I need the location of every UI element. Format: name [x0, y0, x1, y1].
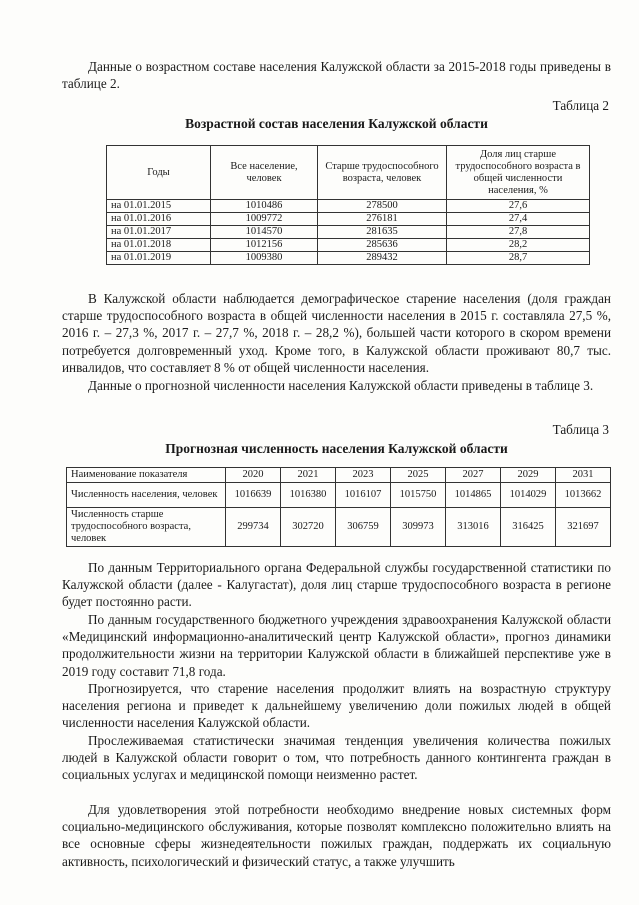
table-cell: 27,8: [447, 226, 590, 239]
table-cell: на 01.01.2019: [107, 252, 211, 265]
table-cell: 289432: [318, 252, 447, 265]
table-cell: 306759: [336, 508, 391, 547]
table-cell: 28,2: [447, 239, 590, 252]
table-cell: 1009380: [211, 252, 318, 265]
table-row: [107, 252, 590, 265]
forecast-intro-paragraph: Данные о прогнозной численности населения Калужской области приведены в таблице 3.: [88, 378, 594, 393]
column-header: Доля лиц старше трудоспособного возраста в общей численности населения, %: [447, 146, 590, 200]
table-cell: 278500: [318, 200, 447, 213]
table3-label: Таблица 3: [552, 422, 609, 437]
row-label: Численность населения, человек: [67, 483, 226, 508]
age-structure-table: [106, 145, 590, 265]
statistics-paragraph: По данным Территориального органа Федеральной службы государственной статистики по Калужской области (далее - Калугастат), доля лиц старше трудоспособного возраста в регионе будет постоянно расти.: [62, 560, 611, 610]
table-cell: 1014865: [446, 483, 501, 508]
column-header: 2021: [281, 468, 336, 483]
column-header: Все население, человек: [211, 146, 318, 200]
row-label: Численность старше трудоспособного возраста, человек: [67, 508, 226, 547]
table-cell: 1014029: [501, 483, 556, 508]
table-cell: 1015750: [391, 483, 446, 508]
column-header: Старше трудоспособного возраста, человек: [318, 146, 447, 200]
aging-paragraph: В Калужской области наблюдается демографическое старение населения (доля граждан старше трудоспособного возраста в общей численности населения в 2015 г. составляла 27,5 %, 2016 г. – 27,3 %, 2017 г. – 27,7 %, 2018 г. – 28,2 %), большей части которого в скором времени потребуется долговременный уход. Кроме того, в Калужской области проживают 80,7 тыс. инвалидов, что составляет 8 % от общей численности населения.: [62, 291, 611, 375]
table-cell: 1012156: [211, 239, 318, 252]
table-header-row: [107, 146, 590, 200]
table-row: [107, 200, 590, 213]
table-cell: 27,4: [447, 213, 590, 226]
table-cell: 1016639: [226, 483, 281, 508]
table-cell: 1016380: [281, 483, 336, 508]
column-header: 2020: [226, 468, 281, 483]
table-cell: 28,7: [447, 252, 590, 265]
intro-paragraph: Данные о возрастном составе населения Калужской области за 2015-2018 годы приведены в таблице 2.: [62, 59, 611, 92]
table-cell: 302720: [281, 508, 336, 547]
table-header-row: [67, 468, 611, 483]
forecast-paragraph: Прогнозируется, что старение населения продолжит влиять на возрастную структуру населения региона и приведет к дальнейшему увеличению доли пожилых людей в общей численности населения Калужской области.: [62, 681, 611, 731]
table-cell: 1010486: [211, 200, 318, 213]
table-cell: 309973: [391, 508, 446, 547]
column-header: 2031: [556, 468, 611, 483]
table-cell: 281635: [318, 226, 447, 239]
table2-title: Возрастной состав населения Калужской области: [185, 116, 488, 131]
miac-paragraph: По данным государственного бюджетного учреждения здравоохранения Калужской области «Медицинский информационно-аналитический центр Калужской области», прогноз динамики продолжительности жизни на территории Калужской области в ближайшей перспективе уже в 2019 году составит 71,8 года.: [62, 612, 611, 679]
column-header: 2025: [391, 468, 446, 483]
table2-label: Таблица 2: [552, 98, 609, 113]
column-header: 2027: [446, 468, 501, 483]
table-row: [67, 508, 611, 547]
trend-paragraph: Прослеживаемая статистически значимая тенденция увеличения количества пожилых людей в Калужской области говорит о том, что потребность данного контингента граждан в социальных услугах и медицинской помощи неизменно растет.: [62, 733, 611, 783]
table-cell: 1009772: [211, 213, 318, 226]
table-cell: на 01.01.2015: [107, 200, 211, 213]
table3-title: Прогнозная численность населения Калужской области: [165, 441, 508, 456]
forecast-table: [66, 467, 611, 547]
column-header: Годы: [107, 146, 211, 200]
table-cell: на 01.01.2016: [107, 213, 211, 226]
table-cell: 313016: [446, 508, 501, 547]
table-row: [67, 483, 611, 508]
table-cell: 285636: [318, 239, 447, 252]
column-header: 2029: [501, 468, 556, 483]
table-row: [107, 226, 590, 239]
table-cell: 1016107: [336, 483, 391, 508]
table-cell: 299734: [226, 508, 281, 547]
table-cell: 316425: [501, 508, 556, 547]
table-row: [107, 213, 590, 226]
table-cell: 1014570: [211, 226, 318, 239]
table-cell: 1013662: [556, 483, 611, 508]
table-cell: на 01.01.2018: [107, 239, 211, 252]
table-row: [107, 239, 590, 252]
table-cell: 276181: [318, 213, 447, 226]
column-header: Наименование показателя: [67, 468, 226, 483]
table-cell: 27,6: [447, 200, 590, 213]
table-cell: на 01.01.2017: [107, 226, 211, 239]
table-cell: 321697: [556, 508, 611, 547]
column-header: 2023: [336, 468, 391, 483]
need-paragraph: Для удовлетворения этой потребности необходимо внедрение новых системных форм социально-медицинского обслуживания, которые позволят комплексно положительно влиять на все основные сферы жизнедеятельности пожилых граждан, поддержать их социальную активность, психологический и физический статус, а также улучшить: [62, 802, 611, 869]
